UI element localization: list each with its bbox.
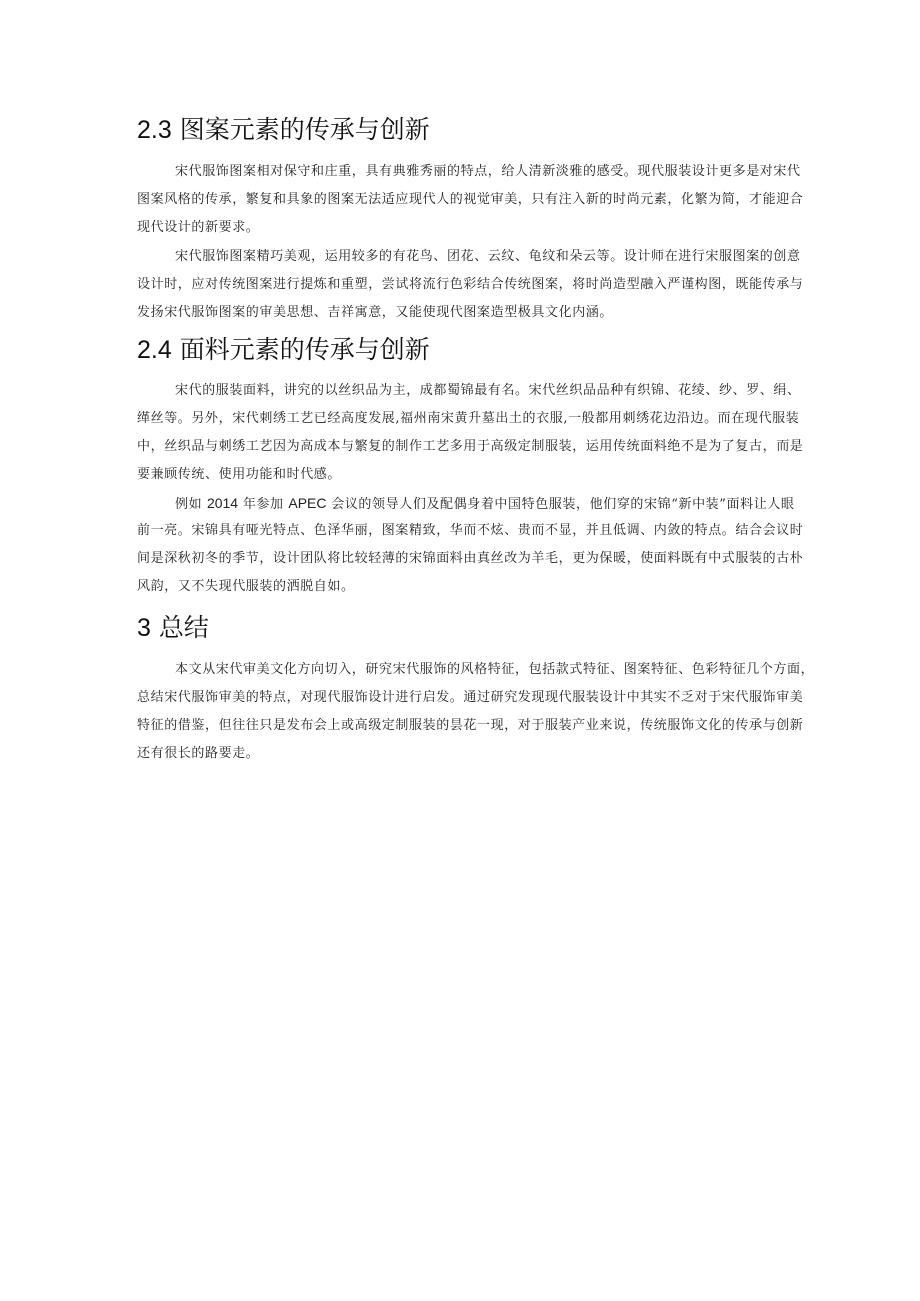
section-number: 2.4 — [137, 336, 172, 364]
text-line: 特征的借鉴，但往往只是发布会上或高级定制服装的昙花一现，对于服装产业来说，传统服饰文化的传承与创新 — [137, 718, 804, 733]
text-line: 中，丝织品与刺绣工艺因为高成本与繁复的制作工艺多用于高级定制服装，运用传统面料绝不是为了复古，而是 — [137, 439, 804, 454]
text-line: 设计时，应对传统图案进行提炼和重塑，尝试将流行色彩结合传统图案，将时尚造型融入严谨构图，既能传承与 — [137, 277, 804, 292]
text-line: 前一亮。宋锦具有哑光特点、色泽华丽，图案精致，华而不炫、贵而不显，并且低调、内敛的特点。结合会议时 — [137, 523, 804, 538]
text-line: 宋代的服装面料，讲究的以丝织品为主，成都蜀锦最有名。宋代丝织品品种有织锦、花绫、纱、罗、绢、 — [175, 383, 801, 398]
text-line: 图案风格的传承，繁复和具象的图案无法适应现代人的视觉审美，只有注入新的时尚元素，化繁为简，才能迎合 — [137, 192, 804, 207]
text-line: 现代设计的新要求。 — [137, 220, 260, 235]
apec-text: APEC — [288, 495, 327, 511]
text-run: 会议的领导人们及配偶身着中国特色服装，他们穿的宋锦“新中装”面料让人眼 — [331, 497, 795, 512]
paragraph — [137, 158, 804, 242]
text-line: 总结宋代服饰审美的特点，对现代服饰设计进行启发。通过研究发现现代服装设计中其实不乏对于宋代服饰审美 — [137, 690, 804, 705]
text-line: 还有很长的路要走。 — [137, 746, 260, 761]
paragraph — [137, 243, 804, 327]
section-title: 图案元素的传承与创新 — [179, 116, 430, 144]
year-text: 2014 — [206, 495, 239, 511]
paragraph — [137, 489, 804, 601]
section-heading-2-3 — [137, 115, 430, 145]
section-number: 2.3 — [137, 116, 172, 144]
section-heading-3 — [137, 613, 209, 643]
paragraph — [137, 656, 815, 768]
section-title: 面料元素的传承与创新 — [179, 336, 430, 364]
text-line: 要兼顾传统、使用功能和时代感。 — [137, 467, 342, 482]
text-run: 年参加 — [242, 497, 284, 512]
section-number: 3 — [137, 614, 151, 642]
text-line: 宋代服饰图案精巧美观，运用较多的有花鸟、团花、云纹、龟纹和朵云等。设计师在进行宋服图案的创意 — [175, 249, 801, 264]
paragraph — [137, 377, 804, 489]
section-title: 总结 — [158, 614, 209, 642]
text-run: 例如 — [175, 497, 203, 512]
section-heading-2-4 — [137, 335, 430, 365]
text-line — [137, 489, 795, 517]
text-line: 间是深秋初冬的季节，设计团队将比较轻薄的宋锦面料由真丝改为羊毛，更为保暖，使面料既有中式服装的古朴 — [137, 551, 804, 566]
text-line: 宋代服饰图案相对保守和庄重，具有典雅秀丽的特点，给人清新淡雅的感受。现代服装设计更多是对宋代 — [175, 164, 801, 179]
text-line: 风韵，又不失现代服装的洒脱自如。 — [137, 579, 355, 594]
text-line: 本文从宋代审美文化方向切入，研究宋代服饰的风格特征，包括款式特征、图案特征、色彩特征几个方面， — [175, 662, 815, 677]
text-line: 发扬宋代服饰图案的审美思想、吉祥寓意，又能使现代图案造型极具文化内涵。 — [137, 305, 614, 320]
text-line: 缂丝等。另外，宋代刺绣工艺已经高度发展,福州南宋黄升墓出土的衣服,一般都用刺绣花边沿边。而在现代服装 — [137, 411, 800, 426]
